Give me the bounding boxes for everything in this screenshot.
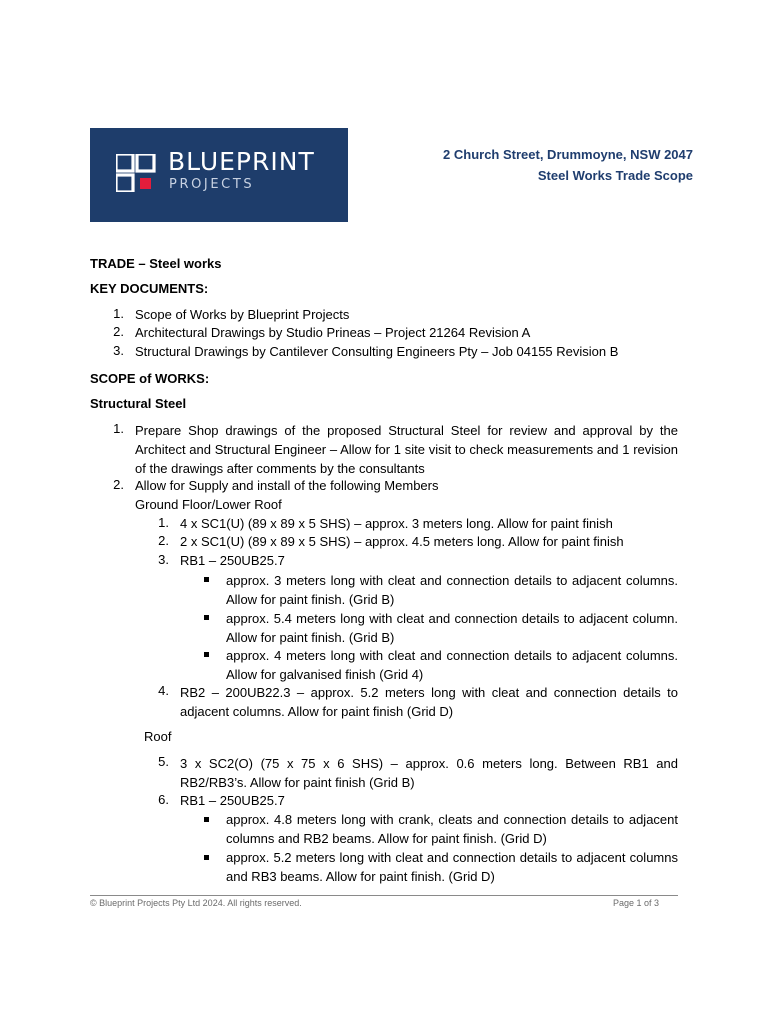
list-number: 2. bbox=[113, 324, 124, 339]
list-item: RB2 – 200UB22.3 – approx. 5.2 meters long with cleat and connection details to adjacent columns. Allow for paint finish (Grid D) bbox=[180, 685, 678, 719]
bullet-icon bbox=[204, 652, 209, 657]
roof-heading: Roof bbox=[144, 729, 172, 744]
list-item: 4 x SC1(U) (89 x 89 x 5 SHS) – approx. 3 meters long. Allow for paint finish bbox=[180, 516, 613, 531]
footer-divider bbox=[90, 895, 678, 896]
list-number: 6. bbox=[158, 792, 169, 807]
list-number: 3. bbox=[113, 343, 124, 358]
logo-subtitle: PROJECTS bbox=[169, 177, 255, 192]
list-item: Prepare Shop drawings of the proposed Structural Steel for review and approval by the Architect and Structural Engineer – Allow for 1 site visit to check measurements and 1 revision of the drawings after comments by the consultants bbox=[135, 423, 678, 476]
bullet-icon bbox=[204, 577, 209, 582]
company-address: 2 Church Street, Drummoyne, NSW 2047 bbox=[443, 147, 693, 162]
list-item: 2 x SC1(U) (89 x 89 x 5 SHS) – approx. 4.5 meters long. Allow for paint finish bbox=[180, 534, 624, 549]
list-item: Structural Drawings by Cantilever Consulting Engineers Pty – Job 04155 Revision B bbox=[135, 344, 619, 359]
list-number: 4. bbox=[158, 683, 169, 698]
list-item: 3 x SC2(O) (75 x 75 x 6 SHS) – approx. 0.6 meters long. Between RB1 and RB2/RB3’s. Allow for paint finish (Grid B) bbox=[180, 756, 678, 790]
logo-wordmark: BLUEPRINT bbox=[168, 147, 315, 176]
list-item: approx. 3 meters long with cleat and connection details to adjacent columns. Allow for paint finish. (Grid B) bbox=[226, 573, 678, 607]
bullet-icon bbox=[204, 615, 209, 620]
list-number: 1. bbox=[113, 306, 124, 321]
blueprint-logo-icon bbox=[116, 154, 156, 192]
footer-copyright: © Blueprint Projects Pty Ltd 2024. All rights reserved. bbox=[90, 898, 302, 908]
list-item: approx. 5.2 meters long with cleat and connection details to adjacent columns and RB3 beams. Allow for paint finish. (Grid D) bbox=[226, 850, 678, 884]
key-documents-heading: KEY DOCUMENTS: bbox=[90, 281, 209, 296]
bullet-icon bbox=[204, 855, 209, 860]
list-number: 2. bbox=[158, 533, 169, 548]
list-item: Architectural Drawings by Studio Prineas – Project 21264 Revision A bbox=[135, 325, 531, 340]
list-number: 1. bbox=[158, 515, 169, 530]
list-item: approx. 4 meters long with cleat and connection details to adjacent columns. Allow for galvanised finish (Grid 4) bbox=[226, 648, 678, 682]
list-item: approx. 5.4 meters long with cleat and connection details to adjacent column. Allow for paint finish. (Grid B) bbox=[226, 611, 678, 645]
list-item: approx. 4.8 meters long with crank, cleats and connection details to adjacent columns and RB2 beams. Allow for paint finish. (Grid D) bbox=[226, 812, 678, 846]
list-number: 1. bbox=[113, 421, 124, 436]
document-title: Steel Works Trade Scope bbox=[537, 168, 693, 183]
trade-heading: TRADE – Steel works bbox=[90, 256, 222, 271]
list-number: 3. bbox=[158, 552, 169, 567]
list-item: RB1 – 250UB25.7 bbox=[180, 553, 285, 568]
bullet-icon bbox=[204, 817, 209, 822]
page-number: Page 1 of 3 bbox=[612, 898, 659, 908]
structural-steel-heading: Structural Steel bbox=[90, 396, 187, 411]
list-item: Scope of Works by Blueprint Projects bbox=[135, 307, 350, 322]
company-logo bbox=[90, 128, 348, 222]
list-item: Allow for Supply and install of the following Members bbox=[135, 478, 439, 493]
list-number: 2. bbox=[113, 477, 124, 492]
list-item: RB1 – 250UB25.7 bbox=[180, 793, 285, 808]
ground-floor-heading: Ground Floor/Lower Roof bbox=[135, 497, 282, 512]
document-header bbox=[443, 144, 693, 186]
list-number: 5. bbox=[158, 754, 169, 769]
scope-heading: SCOPE of WORKS: bbox=[90, 371, 210, 386]
